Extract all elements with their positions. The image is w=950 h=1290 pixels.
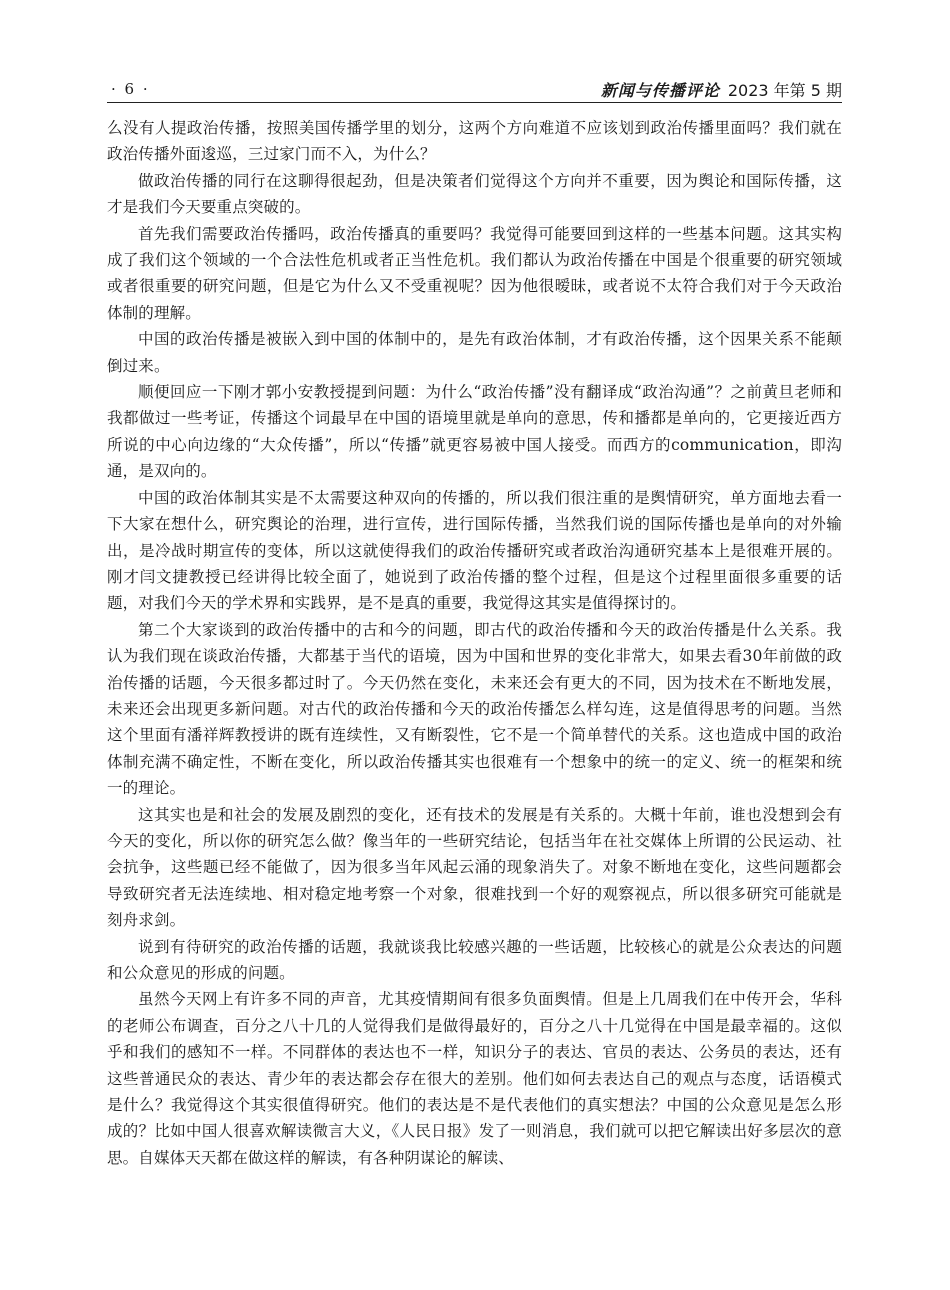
issue-label: 2023 年第 5 期 (727, 81, 842, 100)
paragraph: 首先我们需要政治传播吗，政治传播真的重要吗？我觉得可能要回到这样的一些基本问题。这其实构成了我们这个领域的一个合法性危机或者正当性危机。我们都认为政治传播在中国是个很重要的研究领域或者很重要的研究问题，但是它为什么又不受重视呢？因为他很暧昧，或者说不太符合我们对于今天政治体制的理解。 (107, 224, 842, 322)
paragraph: 中国的政治传播是被嵌入到中国的体制中的，是先有政治体制，才有政治传播，这个因果关系不能颠倒过来。 (107, 330, 842, 375)
paragraph: 这其实也是和社会的发展及剧烈的变化，还有技术的发展是有关系的。大概十年前，谁也没想到会有今天的变化，所以你的研究怎么做？像当年的一些研究结论，包括当年在社交媒体上所谓的公民运动、社会抗争，这些题已经不能做了，因为很多当年风起云涌的现象消失了。对象不断地在变化，这些问题都会导致研究者无法连续地、相对稳定地考察一个对象，很难找到一个好的观察视点，所以很多研究可能就是刻舟求剑。 (107, 805, 842, 930)
article-body (107, 115, 842, 1171)
paragraph: 中国的政治体制其实是不太需要这种双向的传播的，所以我们很注重的是舆情研究，单方面地去看一下大家在想什么，研究舆论的治理，进行宣传，进行国际传播，当然我们说的国际传播也是单向的对外输出，是冷战时期宣传的变体，所以这就使得我们的政治传播研究或者政治沟通研究基本上是很难开展的。刚才闫文捷教授已经讲得比较全面了，她说到了政治传播的整个过程，但是这个过程里面很多重要的话题，对我们今天的学术界和实践界，是不是真的重要，我觉得这其实是值得探讨的。 (107, 488, 842, 613)
paragraph: 虽然今天网上有许多不同的声音，尤其疫情期间有很多负面舆情。但是上几周我们在中传开会，华科的老师公布调查，百分之八十几的人觉得我们是做得最好的，百分之八十几觉得在中国是最幸福的。这似乎和我们的感知不一样。不同群体的表达也不一样，知识分子的表达、官员的表达、公务员的表达，还有这些普通民众的表达、青少年的表达都会存在很大的差别。他们如何去表达自己的观点与态度，话语模式是什么？我觉得这个其实很值得研究。他们的表达是不是代表他们的真实想法？中国的公众意见是怎么形成的？比如中国人很喜欢解读微言大义，《人民日报》发了一则消息，我们就可以把它解读出好多层次的意思。自媒体天天都在做这样的解读，有各种阴谋论的解读、 (107, 990, 842, 1167)
journal-masthead (601, 78, 842, 101)
paragraph: 做政治传播的同行在这聊得很起劲，但是决策者们觉得这个方向并不重要，因为舆论和国际传播，这才是我们今天要重点突破的。 (107, 171, 842, 217)
page-number: · 6 · (111, 80, 150, 98)
paragraph: 说到有待研究的政治传播的话题，我就谈我比较感兴趣的一些话题，比较核心的就是公众表达的问题和公众意见的形成的问题。 (107, 937, 842, 982)
running-header (107, 76, 842, 102)
paragraph: 么没有人提政治传播，按照美国传播学里的划分，这两个方向难道不应该划到政治传播里面吗？我们就在政治传播外面逡巡，三过家门而不入，为什么？ (107, 119, 842, 164)
paragraph: 第二个大家谈到的政治传播中的古和今的问题，即古代的政治传播和今天的政治传播是什么关系。我认为我们现在谈政治传播，大都基于当代的语境，因为中国和世界的变化非常大，如果去看30年前做的政治传播的话题，今天很多都过时了。今天仍然在变化，未来还会有更大的不同，因为技术在不断地发展，未来还会出现更多新问题。对古代的政治传播和今天的政治传播怎么样勾连，这是值得思考的问题。当然这个里面有潘祥辉教授讲的既有连续性，又有断裂性，它不是一个简单替代的关系。这也造成中国的政治体制充满不确定性，不断在变化，所以政治传播其实也很难有一个想象中的统一的定义、统一的框架和统一的理论。 (107, 620, 842, 798)
journal-name: 新闻与传播评论 (600, 81, 720, 100)
paragraph: 顺便回应一下刚才郭小安教授提到问题：为什么“政治传播”没有翻译成“政治沟通”？之前黄旦老师和我都做过一些考证，传播这个词最早在中国的语境里就是单向的意思，传和播都是单向的，它更接近西方所说的中心向边缘的“大众传播”，所以“传播”就更容易被中国人接受。而西方的communication，即沟通，是双向的。 (107, 383, 842, 481)
header-rule (107, 102, 842, 103)
